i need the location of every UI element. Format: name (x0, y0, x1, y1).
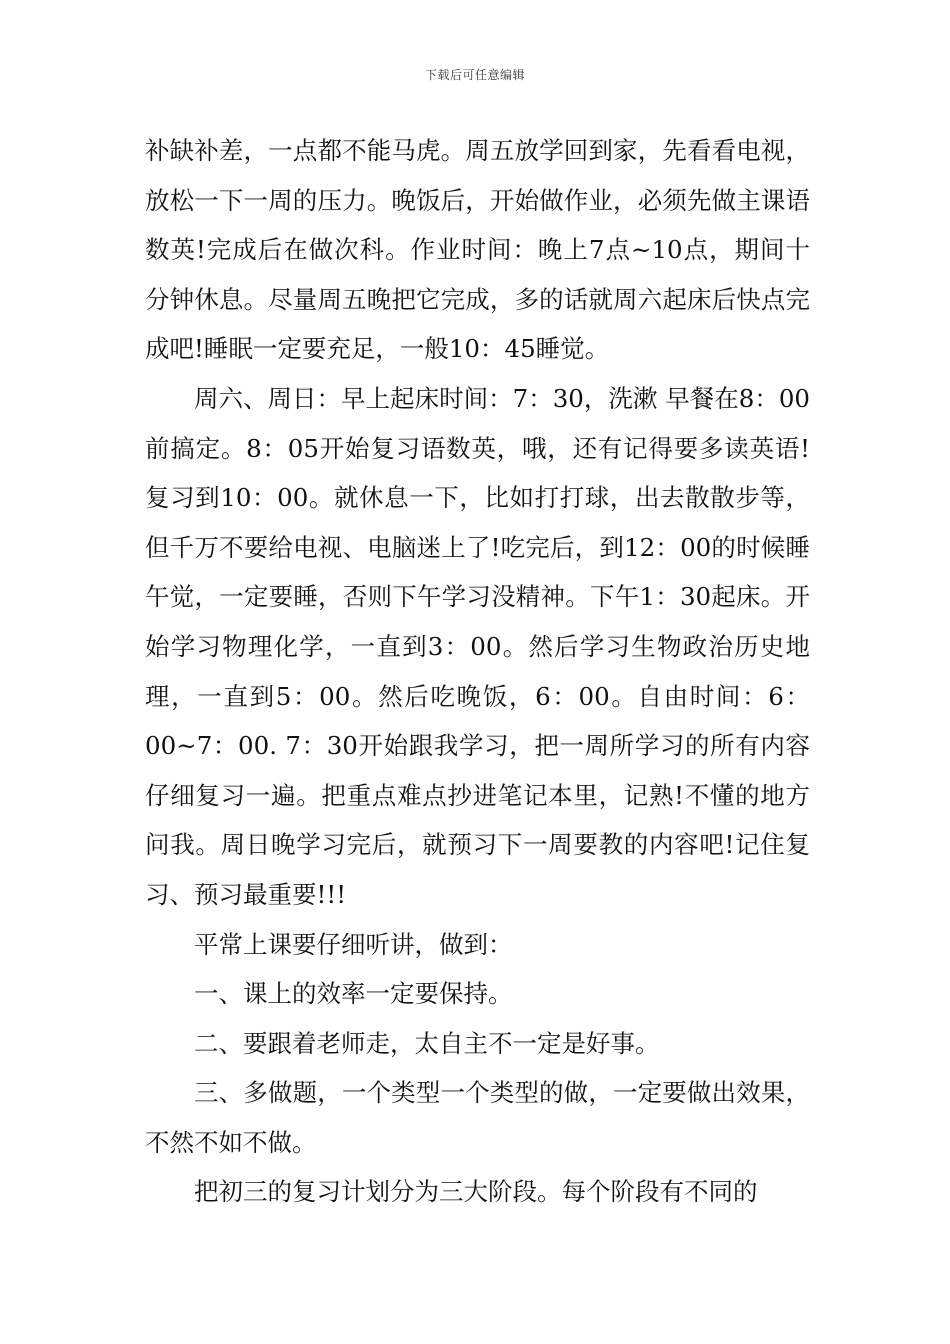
document-body (145, 126, 810, 1217)
paragraph-3: 平常上课要仔细听讲，做到： (194, 929, 513, 959)
paragraph-7: 把初三的复习计划分为三大阶段。每个阶段有不同的 (194, 1177, 758, 1207)
page-header: 下载后可任意编辑 (424, 68, 525, 82)
paragraph-6: 三、多做题，一个类型一个类型的做，一定要做出效果，不然不如不做。 (145, 1078, 810, 1157)
paragraph-4: 一、课上的效率一定要保持。 (194, 979, 513, 1009)
paragraph-2: 周六、周日：早上起床时间：7：30，洗漱 早餐在8：00前搞定。8：05开始复习语数英，哦，还有记得要多读英语!复习到10：00。就休息一下，比如打打球，出去散散步等，但千万不要给电视、电脑迷上了!吃完后，到12：00的时候睡午觉，一定要睡，否则下午学习没精神。下午1：30起床。开始学习物理化学，一直到3：00。然后学习生物政治历史地理，一直到5：00。然后吃晚饭，6：00。自由时间：6：00~7：00. 7：30开始跟我学习，把一周所学习的所有内容仔细复习一遍。把重点难点抄进笔记本里，记熟!不懂的地方问我。周日晚学习完后，就预习下一周要教的内容吧!记住复习、预习最重要!!! (145, 383, 810, 909)
paragraph-5: 二、要跟着老师走，太自主不一定是好事。 (194, 1028, 660, 1058)
paragraph-1: 补缺补差，一点都不能马虎。周五放学回到家，先看看电视，放松一下一周的压力。晚饭后，开始做作业，必须先做主课语数英!完成后在做次科。作业时间：晚上7点~10点，期间十分钟休息。尽量周五晚把它完成，多的话就周六起床后快点完成吧!睡眠一定要充足，一般10：45睡觉。 (145, 136, 810, 364)
